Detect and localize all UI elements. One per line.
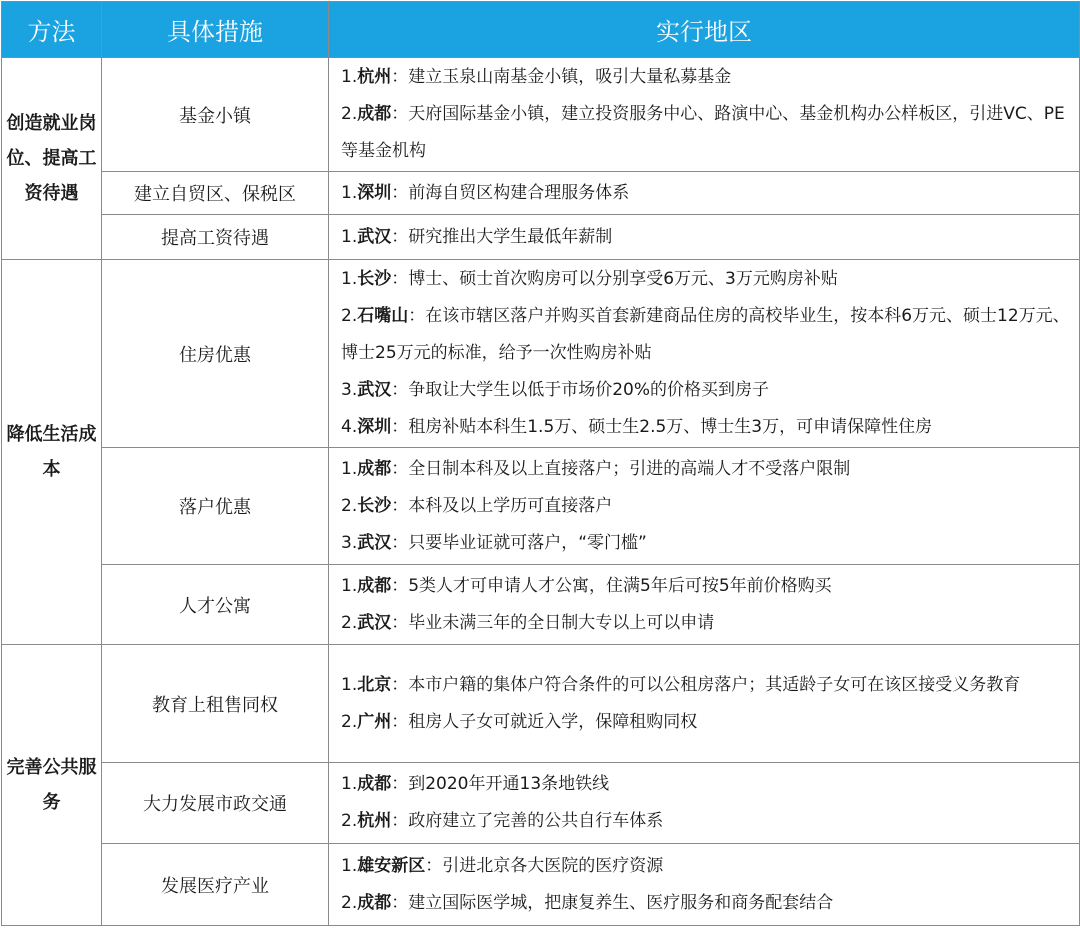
table-row xyxy=(2,260,1080,448)
region-cell xyxy=(329,260,1080,448)
region-item: 2.成都：建立国际医学城，把康复养生、医疗服务和商务配套结合 xyxy=(341,892,834,913)
region-cell xyxy=(329,448,1080,565)
table-row xyxy=(2,645,1080,763)
region-item: 1.成都：到2020年开通13条地铁线 xyxy=(341,774,610,794)
header-measure: 具体措施 xyxy=(102,2,329,58)
measure-cell: 人才公寓 xyxy=(102,565,329,645)
table-row xyxy=(2,763,1080,844)
table-row xyxy=(2,58,1080,172)
measure-cell: 建立自贸区、保税区 xyxy=(102,172,329,215)
policy-table xyxy=(1,1,1080,926)
table-header xyxy=(2,2,1080,58)
measure-cell: 发展医疗产业 xyxy=(102,844,329,926)
region-item: 2.广州：租房人子女可就近入学，保障租购同权 xyxy=(341,711,698,732)
table-row xyxy=(2,565,1080,645)
table-row xyxy=(2,215,1080,260)
region-cell xyxy=(329,844,1080,926)
region-cell xyxy=(329,215,1080,260)
region-item: 1.杭州：建立玉泉山南基金小镇，吸引大量私募基金 xyxy=(341,67,732,87)
region-item: 1.北京：本市户籍的集体户符合条件的可以公租房落户；其适龄子女可在该区接受义务教育 xyxy=(341,674,1021,695)
header-method: 方法 xyxy=(2,2,102,58)
region-item: 3.武汉：只要毕业证就可落户，“零门槛” xyxy=(341,532,647,553)
region-item: 4.深圳：租房补贴本科生1.5万、硕士生2.5万、博士生3万，可申请保障性住房 xyxy=(341,417,933,437)
header-region: 实行地区 xyxy=(329,2,1080,58)
region-item: 1.武汉：研究推出大学生最低年薪制 xyxy=(341,226,613,247)
region-cell xyxy=(329,58,1080,172)
region-item: 2.杭州：政府建立了完善的公共自行车体系 xyxy=(341,811,664,831)
region-item: 3.武汉：争取让大学生以低于市场价20%的价格买到房子 xyxy=(341,380,770,400)
region-item: 1.成都：全日制本科及以上直接落户；引进的高端人才不受落户限制 xyxy=(341,458,851,479)
measure-cell: 大力发展市政交通 xyxy=(102,763,329,844)
region-item: 2.武汉：毕业未满三年的全日制大专以上可以申请 xyxy=(341,612,715,633)
region-item: 1.深圳：前海自贸区构建合理服务体系 xyxy=(341,182,630,203)
measure-cell: 落户优惠 xyxy=(102,448,329,565)
region-item: 2.长沙：本科及以上学历可直接落户 xyxy=(341,495,613,516)
method-cell: 完善公共服务 xyxy=(2,645,102,926)
measure-cell: 提高工资待遇 xyxy=(102,215,329,260)
region-item: 1.长沙：博士、硕士首次购房可以分别享受6万元、3万元购房补贴 xyxy=(341,269,838,289)
table-row xyxy=(2,844,1080,926)
measure-cell: 基金小镇 xyxy=(102,58,329,172)
region-cell xyxy=(329,763,1080,844)
region-item: 2.成都：天府国际基金小镇，建立投资服务中心、路演中心、基金机构办公样板区，引进VC、PE等基金机构 xyxy=(341,104,1065,161)
region-cell xyxy=(329,565,1080,645)
method-cell: 降低生活成本 xyxy=(2,260,102,645)
region-cell xyxy=(329,645,1080,763)
region-cell xyxy=(329,172,1080,215)
measure-cell: 住房优惠 xyxy=(102,260,329,448)
table-row xyxy=(2,172,1080,215)
region-item: 1.雄安新区：引进北京各大医院的医疗资源 xyxy=(341,855,664,876)
measure-cell: 教育上租售同权 xyxy=(102,645,329,763)
table-row xyxy=(2,448,1080,565)
region-item: 1.成都：5类人才可申请人才公寓，住满5年后可按5年前价格购买 xyxy=(341,575,832,596)
method-cell: 创造就业岗位、提高工资待遇 xyxy=(2,58,102,260)
region-item: 2.石嘴山：在该市辖区落户并购买首套新建商品住房的高校毕业生，按本科6万元、硕士12万元、博士25万元的标准，给予一次性购房补贴 xyxy=(341,306,1070,363)
